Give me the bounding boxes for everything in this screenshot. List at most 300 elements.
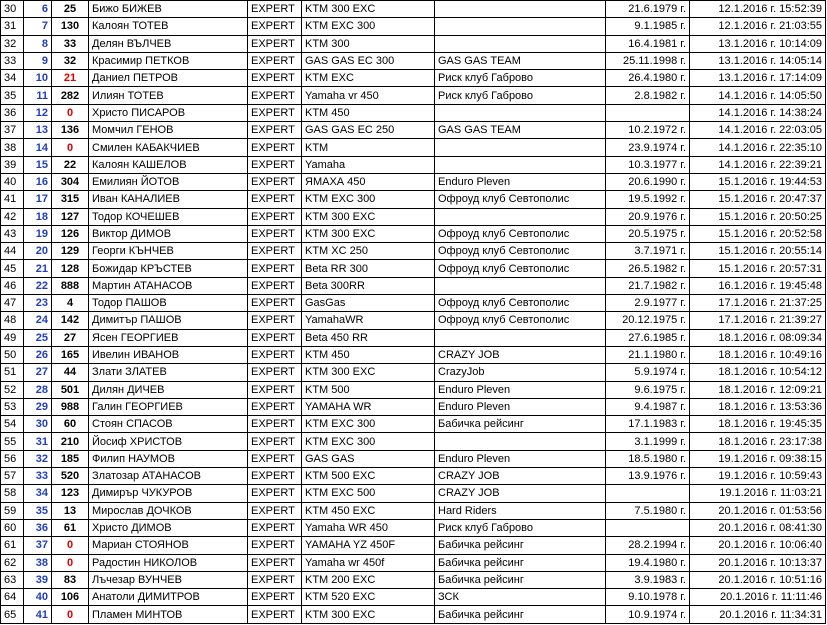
row-index-cell: 45 (1, 260, 24, 277)
birth-date-cell: 2.8.1982 г. (606, 87, 690, 104)
birth-date-cell: 21.6.1979 г. (606, 1, 690, 18)
registration-time-cell: 20.1.2016 г. 10:51:16 (690, 571, 826, 588)
registration-time-cell: 20.1.2016 г. 01:53:56 (690, 502, 826, 519)
birth-date-cell: 26.5.1982 г. (606, 260, 690, 277)
entry-number-cell: 6 (24, 1, 52, 18)
birth-date-cell: 25.11.1998 г. (606, 52, 690, 69)
entry-number-cell: 34 (24, 485, 52, 502)
start-number-cell: 0 (52, 537, 89, 554)
table-row (1, 295, 826, 312)
registration-time-cell: 12.1.2016 г. 21:03:55 (690, 18, 826, 35)
motorcycle-cell: Beta 300RR (302, 277, 435, 294)
entry-number-cell: 18 (24, 208, 52, 225)
birth-date-cell: 21.1.1980 г. (606, 346, 690, 363)
row-index-cell: 44 (1, 243, 24, 260)
birth-date-cell: 13.9.1976 г. (606, 468, 690, 485)
table-row (1, 70, 826, 87)
class-cell: EXPERT (248, 571, 302, 588)
rider-name-cell: Йосиф ХРИСТОВ (89, 433, 248, 450)
birth-date-cell: 5.9.1974 г. (606, 364, 690, 381)
class-cell: EXPERT (248, 87, 302, 104)
entry-number-cell: 17 (24, 191, 52, 208)
table-row (1, 398, 826, 415)
motorcycle-cell: YamahaWR (302, 312, 435, 329)
class-cell: EXPERT (248, 450, 302, 467)
rider-name-cell: Христо ПИСАРОВ (89, 104, 248, 121)
birth-date-cell: 23.9.1974 г. (606, 139, 690, 156)
registration-time-cell: 13.1.2016 г. 10:14:09 (690, 35, 826, 52)
table-row (1, 502, 826, 519)
motorcycle-cell: KTM XC 250 (302, 243, 435, 260)
club-cell (435, 139, 606, 156)
start-number-cell: 25 (52, 1, 89, 18)
start-number-cell: 136 (52, 122, 89, 139)
birth-date-cell: 20.9.1976 г. (606, 208, 690, 225)
club-cell: Риск клуб Габрово (435, 70, 606, 87)
row-index-cell: 43 (1, 225, 24, 242)
entry-number-cell: 38 (24, 554, 52, 571)
table-row (1, 589, 826, 606)
motorcycle-cell: KTM 500 (302, 381, 435, 398)
entry-number-cell: 22 (24, 277, 52, 294)
birth-date-cell: 9.1.1985 г. (606, 18, 690, 35)
entry-number-cell: 29 (24, 398, 52, 415)
rider-name-cell: Димитър ПАШОВ (89, 312, 248, 329)
table-row (1, 554, 826, 571)
club-cell: ЗСК (435, 589, 606, 606)
class-cell: EXPERT (248, 52, 302, 69)
motorcycle-cell: KTM 300 EXC (302, 208, 435, 225)
rider-name-cell: Филип НАУМОВ (89, 450, 248, 467)
rider-name-cell: Дилян ДИЧЕВ (89, 381, 248, 398)
rider-name-cell: Мартин АТАНАСОВ (89, 277, 248, 294)
motorcycle-cell: GAS GAS EC 300 (302, 52, 435, 69)
birth-date-cell: 20.5.1975 г. (606, 225, 690, 242)
club-cell: Бабичка рейсинг (435, 416, 606, 433)
start-number-cell: 0 (52, 606, 89, 623)
registration-time-cell: 20.1.2016 г. 10:06:40 (690, 537, 826, 554)
registration-time-cell: 15.1.2016 г. 20:57:31 (690, 260, 826, 277)
class-cell: EXPERT (248, 364, 302, 381)
birth-date-cell (606, 485, 690, 502)
registration-time-cell: 18.1.2016 г. 19:45:35 (690, 416, 826, 433)
table-row (1, 329, 826, 346)
rider-name-cell: Смилен КАБАКЧИЕВ (89, 139, 248, 156)
entry-number-cell: 41 (24, 606, 52, 623)
birth-date-cell: 16.4.1981 г. (606, 35, 690, 52)
class-cell: EXPERT (248, 208, 302, 225)
registration-time-cell: 17.1.2016 г. 21:37:25 (690, 295, 826, 312)
rider-name-cell: Божидар КРЪСТЕВ (89, 260, 248, 277)
rider-name-cell: Тодор ПАШОВ (89, 295, 248, 312)
row-index-cell: 52 (1, 381, 24, 398)
rider-name-cell: Христо ДИМОВ (89, 519, 248, 536)
rider-name-cell: Виктор ДИМОВ (89, 225, 248, 242)
class-cell: EXPERT (248, 139, 302, 156)
start-number-cell: 142 (52, 312, 89, 329)
birth-date-cell (606, 519, 690, 536)
row-index-cell: 63 (1, 571, 24, 588)
class-cell: EXPERT (248, 225, 302, 242)
rider-name-cell: Радостин НИКОЛОВ (89, 554, 248, 571)
start-number-cell: 210 (52, 433, 89, 450)
class-cell: EXPERT (248, 485, 302, 502)
motorcycle-cell: KTM 300 EXC (302, 364, 435, 381)
table-row (1, 606, 826, 623)
birth-date-cell: 9.6.1975 г. (606, 381, 690, 398)
entry-number-cell: 40 (24, 589, 52, 606)
motorcycle-cell: ЯМАХА 450 (302, 173, 435, 190)
rider-name-cell: Димирър ЧУКУРОВ (89, 485, 248, 502)
table-row (1, 381, 826, 398)
registration-time-cell: 13.1.2016 г. 14:05:14 (690, 52, 826, 69)
club-cell: Офроуд клуб Севтополис (435, 191, 606, 208)
class-cell: EXPERT (248, 18, 302, 35)
motorcycle-cell: Yamaha vr 450 (302, 87, 435, 104)
start-number-cell: 501 (52, 381, 89, 398)
club-cell: Офроуд клуб Севтополис (435, 295, 606, 312)
entry-number-cell: 7 (24, 18, 52, 35)
rider-name-cell: Тодор КОЧЕШЕВ (89, 208, 248, 225)
club-cell (435, 329, 606, 346)
table-row (1, 312, 826, 329)
table-row (1, 571, 826, 588)
motorcycle-cell: KTM EXC 300 (302, 191, 435, 208)
row-index-cell: 64 (1, 589, 24, 606)
registration-time-cell: 19.1.2016 г. 10:59:43 (690, 468, 826, 485)
club-cell: Офроуд клуб Севтополис (435, 312, 606, 329)
class-cell: EXPERT (248, 260, 302, 277)
row-index-cell: 60 (1, 519, 24, 536)
registration-time-cell: 16.1.2016 г. 19:45:48 (690, 277, 826, 294)
row-index-cell: 33 (1, 52, 24, 69)
motorcycle-cell: KTM EXC (302, 70, 435, 87)
class-cell: EXPERT (248, 502, 302, 519)
motorcycle-cell: KTM EXC 500 (302, 485, 435, 502)
motorcycle-cell: GasGas (302, 295, 435, 312)
rider-name-cell: Иван КАНАЛИЕВ (89, 191, 248, 208)
class-cell: EXPERT (248, 519, 302, 536)
birth-date-cell: 19.4.1980 г. (606, 554, 690, 571)
table-row (1, 225, 826, 242)
rider-name-cell: Мариан СТОЯНОВ (89, 537, 248, 554)
rider-name-cell: Делян ВЪЛЧЕВ (89, 35, 248, 52)
rider-name-cell: Момчил ГЕНОВ (89, 122, 248, 139)
club-cell: CrazyJob (435, 364, 606, 381)
row-index-cell: 38 (1, 139, 24, 156)
birth-date-cell: 10.2.1972 г. (606, 122, 690, 139)
row-index-cell: 55 (1, 433, 24, 450)
entry-number-cell: 39 (24, 571, 52, 588)
entry-number-cell: 30 (24, 416, 52, 433)
start-number-cell: 61 (52, 519, 89, 536)
entry-number-cell: 13 (24, 122, 52, 139)
table-row (1, 104, 826, 121)
club-cell: Офроуд клуб Севтополис (435, 260, 606, 277)
class-cell: EXPERT (248, 122, 302, 139)
entry-number-cell: 31 (24, 433, 52, 450)
rider-name-cell: Ивелин ИВАНОВ (89, 346, 248, 363)
class-cell: EXPERT (248, 104, 302, 121)
class-cell: EXPERT (248, 35, 302, 52)
registration-time-cell: 15.1.2016 г. 20:55:14 (690, 243, 826, 260)
motorcycle-cell: GAS GAS (302, 450, 435, 467)
motorcycle-cell: KTM 300 EXC (302, 1, 435, 18)
entry-number-cell: 24 (24, 312, 52, 329)
start-number-cell: 126 (52, 225, 89, 242)
entry-number-cell: 12 (24, 104, 52, 121)
club-cell (435, 35, 606, 52)
registration-time-cell: 14.1.2016 г. 22:39:21 (690, 156, 826, 173)
entry-number-cell: 32 (24, 450, 52, 467)
motorcycle-cell: KTM 500 EXC (302, 468, 435, 485)
registration-time-cell: 15.1.2016 г. 19:44:53 (690, 173, 826, 190)
class-cell: EXPERT (248, 381, 302, 398)
club-cell (435, 104, 606, 121)
row-index-cell: 61 (1, 537, 24, 554)
entry-number-cell: 11 (24, 87, 52, 104)
table-row (1, 468, 826, 485)
birth-date-cell: 7.5.1980 г. (606, 502, 690, 519)
class-cell: EXPERT (248, 468, 302, 485)
row-index-cell: 41 (1, 191, 24, 208)
class-cell: EXPERT (248, 329, 302, 346)
registration-time-cell: 14.1.2016 г. 22:35:10 (690, 139, 826, 156)
rider-name-cell: Мирослав ДОЧКОВ (89, 502, 248, 519)
birth-date-cell: 3.9.1983 г. (606, 571, 690, 588)
start-number-cell: 127 (52, 208, 89, 225)
registration-time-cell: 15.1.2016 г. 20:50:25 (690, 208, 826, 225)
birth-date-cell: 9.10.1978 г. (606, 589, 690, 606)
table-row (1, 243, 826, 260)
motorcycle-cell: KTM 520 EXC (302, 589, 435, 606)
entry-number-cell: 10 (24, 70, 52, 87)
start-number-cell: 21 (52, 70, 89, 87)
class-cell: EXPERT (248, 1, 302, 18)
start-number-cell: 22 (52, 156, 89, 173)
motorcycle-cell: Yamaha (302, 156, 435, 173)
table-row (1, 1, 826, 18)
birth-date-cell: 19.5.1992 г. (606, 191, 690, 208)
club-cell: Бабичка рейсинг (435, 554, 606, 571)
registration-time-cell: 19.1.2016 г. 11:03:21 (690, 485, 826, 502)
club-cell: Офроуд клуб Севтополис (435, 243, 606, 260)
class-cell: EXPERT (248, 312, 302, 329)
club-cell: Enduro Pleven (435, 450, 606, 467)
table-row (1, 260, 826, 277)
entry-number-cell: 36 (24, 519, 52, 536)
club-cell (435, 156, 606, 173)
row-index-cell: 32 (1, 35, 24, 52)
club-cell (435, 277, 606, 294)
club-cell: Enduro Pleven (435, 381, 606, 398)
entry-number-cell: 33 (24, 468, 52, 485)
motorcycle-cell: KTM 300 EXC (302, 225, 435, 242)
class-cell: EXPERT (248, 537, 302, 554)
start-number-cell: 128 (52, 260, 89, 277)
motorcycle-cell: YAMAHA WR (302, 398, 435, 415)
table-row (1, 208, 826, 225)
start-number-cell: 130 (52, 18, 89, 35)
row-index-cell: 30 (1, 1, 24, 18)
motorcycle-cell: KTM EXC 300 (302, 433, 435, 450)
registration-time-cell: 18.1.2016 г. 23:17:38 (690, 433, 826, 450)
registration-time-cell: 18.1.2016 г. 08:09:34 (690, 329, 826, 346)
table-row (1, 450, 826, 467)
birth-date-cell: 21.7.1982 г. (606, 277, 690, 294)
start-number-cell: 106 (52, 589, 89, 606)
birth-date-cell: 27.6.1985 г. (606, 329, 690, 346)
motorcycle-cell: KTM 300 (302, 35, 435, 52)
table-row (1, 537, 826, 554)
birth-date-cell: 3.1.1999 г. (606, 433, 690, 450)
start-number-cell: 520 (52, 468, 89, 485)
start-number-cell: 165 (52, 346, 89, 363)
class-cell: EXPERT (248, 191, 302, 208)
motorcycle-cell: KTM EXC 300 (302, 416, 435, 433)
motorcycle-cell: Beta RR 300 (302, 260, 435, 277)
row-index-cell: 48 (1, 312, 24, 329)
rider-name-cell: Анатоли ДИМИТРОВ (89, 589, 248, 606)
table-row (1, 122, 826, 139)
start-number-cell: 185 (52, 450, 89, 467)
birth-date-cell: 10.9.1974 г. (606, 606, 690, 623)
motorcycle-cell: Yamaha WR 450 (302, 519, 435, 536)
table-row (1, 346, 826, 363)
motorcycle-cell: Yamaha wr 450f (302, 554, 435, 571)
registration-time-cell: 20.1.2016 г. 08:41:30 (690, 519, 826, 536)
start-number-cell: 32 (52, 52, 89, 69)
entry-number-cell: 19 (24, 225, 52, 242)
rider-name-cell: Емилиян ЙОТОВ (89, 173, 248, 190)
birth-date-cell: 26.4.1980 г. (606, 70, 690, 87)
club-cell: GAS GAS TEAM (435, 52, 606, 69)
entry-number-cell: 37 (24, 537, 52, 554)
start-number-cell: 129 (52, 243, 89, 260)
registration-time-cell: 18.1.2016 г. 10:49:16 (690, 346, 826, 363)
row-index-cell: 58 (1, 485, 24, 502)
entry-number-cell: 27 (24, 364, 52, 381)
rider-name-cell: Ясен ГЕОРГИЕВ (89, 329, 248, 346)
club-cell (435, 208, 606, 225)
entry-number-cell: 26 (24, 346, 52, 363)
table-row (1, 433, 826, 450)
birth-date-cell: 9.4.1987 г. (606, 398, 690, 415)
class-cell: EXPERT (248, 70, 302, 87)
entry-number-cell: 15 (24, 156, 52, 173)
table-row (1, 519, 826, 536)
start-number-cell: 123 (52, 485, 89, 502)
row-index-cell: 53 (1, 398, 24, 415)
rider-name-cell: Георги КЪНЧЕВ (89, 243, 248, 260)
table-row (1, 191, 826, 208)
class-cell: EXPERT (248, 243, 302, 260)
start-number-cell: 315 (52, 191, 89, 208)
row-index-cell: 65 (1, 606, 24, 623)
class-cell: EXPERT (248, 346, 302, 363)
row-index-cell: 49 (1, 329, 24, 346)
table-row (1, 35, 826, 52)
registration-time-cell: 18.1.2016 г. 10:54:12 (690, 364, 826, 381)
start-number-cell: 13 (52, 502, 89, 519)
birth-date-cell (606, 104, 690, 121)
start-number-cell: 44 (52, 364, 89, 381)
rider-name-cell: Бижо БИЖЕВ (89, 1, 248, 18)
start-number-cell: 888 (52, 277, 89, 294)
motorcycle-cell: YAMAHA YZ 450F (302, 537, 435, 554)
registration-time-cell: 17.1.2016 г. 21:39:27 (690, 312, 826, 329)
registration-time-cell: 15.1.2016 г. 20:52:58 (690, 225, 826, 242)
club-cell: Риск клуб Габрово (435, 87, 606, 104)
table-body (1, 1, 826, 624)
registration-time-cell: 14.1.2016 г. 14:05:50 (690, 87, 826, 104)
motorcycle-cell: KTM 200 EXC (302, 571, 435, 588)
entry-number-cell: 21 (24, 260, 52, 277)
entry-number-cell: 23 (24, 295, 52, 312)
start-number-cell: 0 (52, 554, 89, 571)
motorcycle-cell: KTM 450 (302, 104, 435, 121)
club-cell: Hard Riders (435, 502, 606, 519)
registration-time-cell: 20.1.2016 г. 11:11:46 (690, 589, 826, 606)
club-cell: Офроуд клуб Севтополис (435, 225, 606, 242)
rider-name-cell: Калоян КАШЕЛОВ (89, 156, 248, 173)
club-cell: Бабичка рейсинг (435, 571, 606, 588)
birth-date-cell: 28.2.1994 г. (606, 537, 690, 554)
row-index-cell: 46 (1, 277, 24, 294)
registration-time-cell: 14.1.2016 г. 22:03:05 (690, 122, 826, 139)
rider-name-cell: Калоян ТОТЕВ (89, 18, 248, 35)
birth-date-cell: 18.5.1980 г. (606, 450, 690, 467)
start-number-cell: 33 (52, 35, 89, 52)
rider-name-cell: Красимир ПЕТКОВ (89, 52, 248, 69)
motorcycle-cell: KTM (302, 139, 435, 156)
motorcycle-cell: GAS GAS EC 250 (302, 122, 435, 139)
row-index-cell: 62 (1, 554, 24, 571)
rider-name-cell: Илиян ТОТЕВ (89, 87, 248, 104)
table-row (1, 277, 826, 294)
entry-number-cell: 25 (24, 329, 52, 346)
table-row (1, 87, 826, 104)
start-number-cell: 304 (52, 173, 89, 190)
row-index-cell: 42 (1, 208, 24, 225)
club-cell: CRAZY JOB (435, 485, 606, 502)
table-row (1, 139, 826, 156)
start-number-cell: 4 (52, 295, 89, 312)
rider-name-cell: Златозар АТАНАСОВ (89, 468, 248, 485)
birth-date-cell: 17.1.1983 г. (606, 416, 690, 433)
table-row (1, 156, 826, 173)
club-cell: Enduro Pleven (435, 173, 606, 190)
registration-time-cell: 18.1.2016 г. 13:53:36 (690, 398, 826, 415)
motorcycle-cell: KTM EXC 300 (302, 18, 435, 35)
start-number-cell: 282 (52, 87, 89, 104)
start-number-cell: 988 (52, 398, 89, 415)
start-number-cell: 83 (52, 571, 89, 588)
class-cell: EXPERT (248, 554, 302, 571)
table-row (1, 173, 826, 190)
registration-time-cell: 19.1.2016 г. 09:38:15 (690, 450, 826, 467)
birth-date-cell: 2.9.1977 г. (606, 295, 690, 312)
class-cell: EXPERT (248, 156, 302, 173)
table-row (1, 485, 826, 502)
birth-date-cell: 10.3.1977 г. (606, 156, 690, 173)
row-index-cell: 59 (1, 502, 24, 519)
registration-time-cell: 20.1.2016 г. 11:34:31 (690, 606, 826, 623)
registration-time-cell: 20.1.2016 г. 10:13:37 (690, 554, 826, 571)
row-index-cell: 34 (1, 70, 24, 87)
row-index-cell: 47 (1, 295, 24, 312)
birth-date-cell: 20.12.1975 г. (606, 312, 690, 329)
